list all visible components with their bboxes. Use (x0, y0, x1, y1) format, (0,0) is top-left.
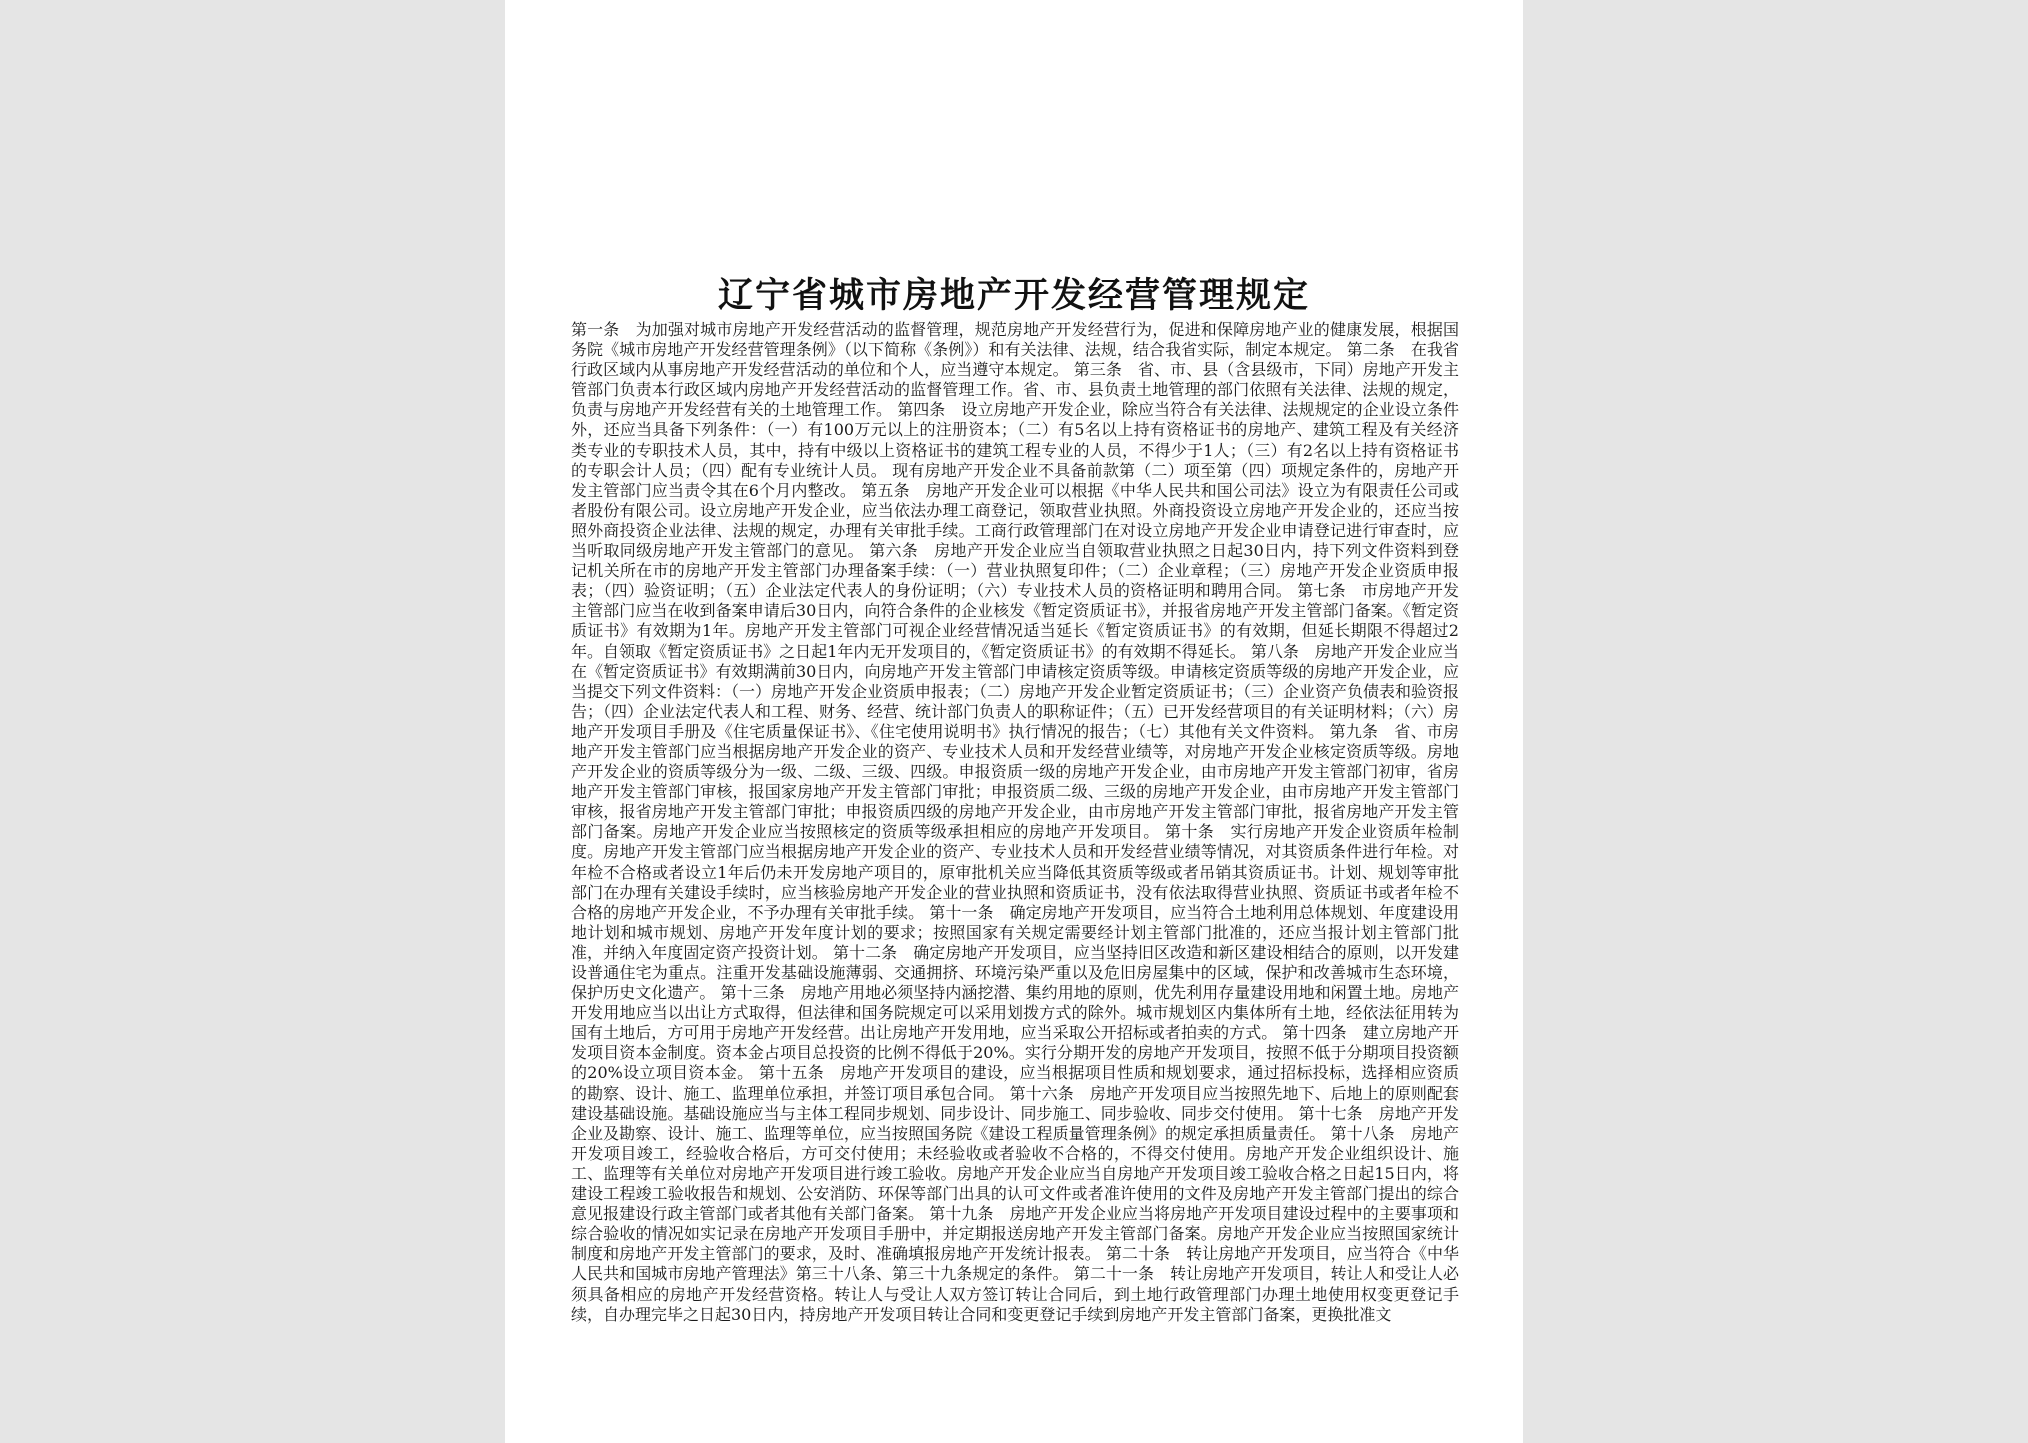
document-page (505, 0, 1523, 1443)
document-title: 辽宁省城市房地产开发经营管理规定 (717, 275, 1310, 316)
document-body-text: 第一条 为加强对城市房地产开发经营活动的监督管理，规范房地产开发经营行为，促进和保障房地产业的健康发展，根据国务院《城市房地产开发经营管理条例》（以下简称《条例》）和有关法律、法规，结合我省实际，制定本规定。 第二条 在我省行政区域内从事房地产开发经营活动的单位和个人，应当遵守本规定。 第三条 省、市、县（含县级市，下同）房地产开发主管部门负责本行政区域内房地产开发经营活动的监督管理工作。省、市、县负责土地管理的部门依照有关法律、法规的规定，负责与房地产开发经营有关的土地管理工作。 第四条 设立房地产开发企业，除应当符合有关法律、法规规定的企业设立条件外，还应当具备下列条件：（一）有100万元以上的注册资本；（二）有5名以上持有资格证书的房地产、建筑工程及有关经济类专业的专职技术人员，其中，持有中级以上资格证书的建筑工程专业的人员，不得少于1人；（三）有2名以上持有资格证书的专职会计人员；（四）配有专业统计人员。 现有房地产开发企业不具备前款第（二）项至第（四）项规定条件的，房地产开发主管部门应当责令其在6个月内整改。 第五条 房地产开发企业可以根据《中华人民共和国公司法》设立为有限责任公司或者股份有限公司。设立房地产开发企业，应当依法办理工商登记，领取营业执照。外商投资设立房地产开发企业的，还应当按照外商投资企业法律、法规的规定，办理有关审批手续。工商行政管理部门在对设立房地产开发企业申请登记进行审查时，应当听取同级房地产开发主管部门的意见。 第六条 房地产开发企业应当自领取营业执照之日起30日内，持下列文件资料到登记机关所在市的房地产开发主管部门办理备案手续：（一）营业执照复印件；（二）企业章程；（三）房地产开发企业资质申报表；（四）验资证明；（五）企业法定代表人的身份证明；（六）专业技术人员的资格证明和聘用合同。 第七条 市房地产开发主管部门应当在收到备案申请后30日内，向符合条件的企业核发《暂定资质证书》，并报省房地产开发主管部门备案。《暂定资质证书》有效期为1年。房地产开发主管部门可视企业经营情况适当延长《暂定资质证书》的有效期，但延长期限不得超过2年。自领取《暂定资质证书》之日起1年内无开发项目的，《暂定资质证书》的有效期不得延长。 第八条 房地产开发企业应当在《暂定资质证书》有效期满前30日内，向房地产开发主管部门申请核定资质等级。申请核定资质等级的房地产开发企业，应当提交下列文件资料：（一）房地产开发企业资质申报表；（二）房地产开发企业暂定资质证书；（三）企业资产负债表和验资报告；（四）企业法定代表人和工程、财务、经营、统计部门负责人的职称证件；（五）已开发经营项目的有关证明材料；（六）房地产开发项目手册及《住宅质量保证书》、《住宅使用说明书》执行情况的报告；（七）其他有关文件资料。 第九条 省、市房地产开发主管部门应当根据房地产开发企业的资产、专业技术人员和开发经营业绩等，对房地产开发企业核定资质等级。房地产开发企业的资质等级分为一级、二级、三级、四级。申报资质一级的房地产开发企业，由市房地产开发主管部门初审，省房地产开发主管部门审核，报国家房地产开发主管部门审批；申报资质二级、三级的房地产开发企业，由市房地产开发主管部门审核，报省房地产开发主管部门审批；申报资质四级的房地产开发企业，由市房地产开发主管部门审批，报省房地产开发主管部门备案。房地产开发企业应当按照核定的资质等级承担相应的房地产开发项目。 第十条 实行房地产开发企业资质年检制度。房地产开发主管部门应当根据房地产开发企业的资产、专业技术人员和开发经营业绩等情况，对其资质条件进行年检。对年检不合格或者设立1年后仍未开发房地产项目的，原审批机关应当降低其资质等级或者吊销其资质证书。计划、规划等审批部门在办理有关建设手续时，应当核验房地产开发企业的营业执照和资质证书，没有依法取得营业执照、资质证书或者年检不合格的房地产开发企业，不予办理有关审批手续。 第十一条 确定房地产开发项目，应当符合土地利用总体规划、年度建设用地计划和城市规划、房地产开发年度计划的要求；按照国家有关规定需要经计划主管部门批准的，还应当报计划主管部门批准，并纳入年度固定资产投资计划。 第十二条 确定房地产开发项目，应当坚持旧区改造和新区建设相结合的原则，以开发建设普通住宅为重点。注重开发基础设施薄弱、交通拥挤、环境污染严重以及危旧房屋集中的区域，保护和改善城市生态环境，保护历史文化遗产。 第十三条 房地产用地必须坚持内涵挖潜、集约用地的原则，优先利用存量建设用地和闲置土地。房地产开发用地应当以出让方式取得，但法律和国务院规定可以采用划拨方式的除外。城市规划区内集体所有土地，经依法征用转为国有土地后，方可用于房地产开发经营。出让房地产开发用地，应当采取公开招标或者拍卖的方式。 第十四条 建立房地产开发项目资本金制度。资本金占项目总投资的比例不得低于20%。实行分期开发的房地产开发项目，按照不低于分期项目投资额的20%设立项目资本金。 第十五条 房地产开发项目的建设，应当根据项目性质和规划要求，通过招标投标，选择相应资质的勘察、设计、施工、监理单位承担，并签订项目承包合同。 第十六条 房地产开发项目应当按照先地下、后地上的原则配套建设基础设施。基础设施应当与主体工程同步规划、同步设计、同步施工、同步验收、同步交付使用。 第十七条 房地产开发企业及勘察、设计、施工、监理等单位，应当按照国务院《建设工程质量管理条例》的规定承担质量责任。 第十八条 房地产开发项目竣工，经验收合格后，方可交付使用；未经验收或者验收不合格的，不得交付使用。房地产开发企业组织设计、施工、监理等有关单位对房地产开发项目进行竣工验收。房地产开发企业应当自房地产开发项目竣工验收合格之日起15日内，将建设工程竣工验收报告和规划、公安消防、环保等部门出具的认可文件或者准许使用的文件及房地产开发主管部门提出的综合意见报建设行政主管部门或者其他有关部门备案。 第十九条 房地产开发企业应当将房地产开发项目建设过程中的主要事项和综合验收的情况如实记录在房地产开发项目手册中，并定期报送房地产开发主管部门备案。房地产开发企业应当按照国家统计制度和房地产开发主管部门的要求，及时、准确填报房地产开发统计报表。 第二十条 转让房地产开发项目，应当符合《中华人民共和国城市房地产管理法》第三十八条、第三十九条规定的条件。 第二十一条 转让房地产开发项目，转让人和受让人必须具备相应的房地产开发经营资格。转让人与受让人双方签订转让合同后，到土地行政管理部门办理土地使用权变更登记手续，自办理完毕之日起30日内，持房地产开发项目转让合同和变更登记手续到房地产开发主管部门备案，更换批准文 (571, 320, 1460, 1324)
